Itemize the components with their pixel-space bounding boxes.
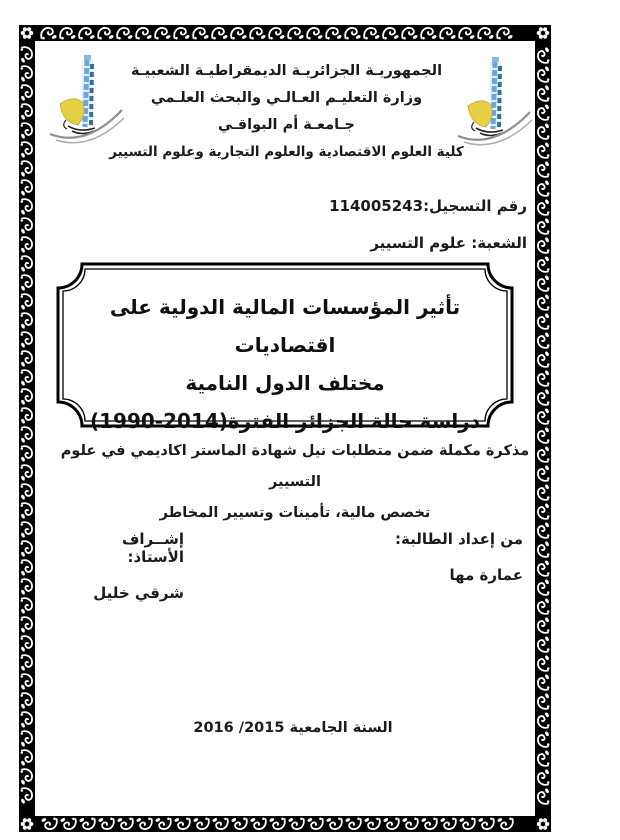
republic-line: الجمهوريـة الجزائريـة الديمقراطيـة الشعبيـة [130, 63, 443, 79]
faculty-line: كلية العلوم الاقتصادية والعلوم التجارية وعلوم التسيير [109, 144, 464, 160]
memoir-line-2: تخصص مالية، تأمينات وتسيير المخاطر [159, 505, 431, 521]
university-logo-right [446, 56, 540, 164]
supervisor-block [72, 530, 184, 602]
student-block [395, 530, 523, 584]
logo-calligraphy-curl [472, 122, 475, 131]
university-line: جـامعـة أم البواقـي [218, 117, 355, 133]
logo-tower-cap [492, 57, 499, 62]
logo-tower-light [493, 62, 495, 129]
student-label: من إعداد الطالبة: [395, 530, 523, 548]
academic-year: السنة الجامعية 2015/ 2016 [193, 720, 393, 736]
title-line-1: تأثير المؤسسات المالية الدولية على اقتصاديات [109, 295, 461, 357]
supervisor-label: إشــراف الأستاذ: [121, 530, 184, 566]
memoir-line-1: مذكرة مكملة ضمن متطلبات نيل شهادة الماستر اكاديمي في علوم التسيير [60, 443, 530, 490]
student-name: عمارة مها [449, 566, 523, 584]
memoir-statement [50, 436, 540, 529]
registration-block [329, 188, 527, 262]
logo-leaf-shape [468, 101, 492, 127]
ministry-line: وزارة التعليـم العـالـي والبحث العلـمي [150, 90, 423, 106]
title-line-3: دراسة حالة الجزائر الفترة(2014-1990) [89, 409, 481, 433]
supervisor-name: شرقي خليل [93, 584, 184, 602]
branch-line: الشعبة: علوم التسيير [370, 234, 527, 252]
thesis-title [75, 288, 495, 440]
registration-number-line: رقم التسجيل:114005243 [329, 197, 527, 215]
title-line-2: مختلف الدول النامية [185, 371, 385, 395]
